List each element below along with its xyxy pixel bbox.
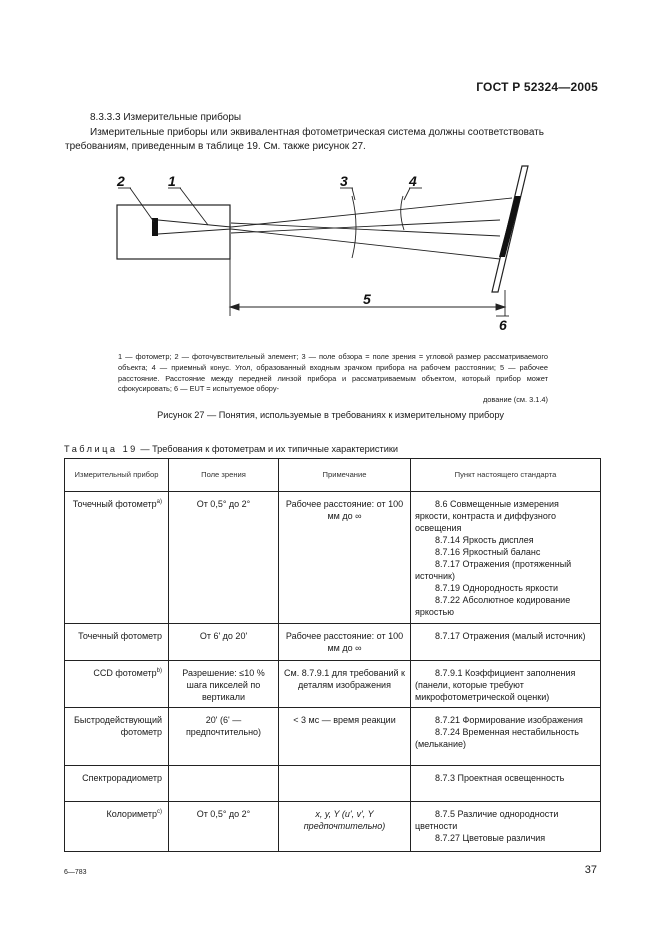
table-row: [65, 492, 601, 624]
clause-item: 8.7.14 Яркость дисплея: [435, 535, 534, 545]
header-clause: Пункт настоящего стандарта: [411, 459, 601, 492]
note-cell: [279, 766, 411, 802]
leader-lines: [118, 188, 509, 316]
legend-text: 1 — фотометр; 2 — фоточувствительный элемент; 3 — поле обзора = поле зрения = угловой размер рассматриваемого объекта; 4 — приемный конус. Угол, образованный входным зрачком прибора на рабочем расстоянии; 5 — рабочее расстояние. Расстояние между передней линзой прибора и рассматриваемым объектом, который прибор может сфокусировать; 6 — EUT = испытуемое обору-: [118, 352, 548, 394]
eut-panel: [492, 166, 528, 292]
clause-cell: [411, 766, 601, 802]
clause-item: 8.7.5 Различие однородности цветности: [415, 809, 559, 831]
section-title: 8.3.3.3 Измерительные приборы: [90, 112, 242, 123]
label-4: 4: [409, 173, 417, 189]
footnote-ref: a): [156, 499, 162, 505]
note-cell: См. 8.7.9.1 для требований к деталям изображения: [279, 661, 411, 708]
instrument-name: Точечный фотометр: [78, 631, 162, 641]
photometer-body: [117, 205, 230, 259]
clause-cell: [411, 492, 601, 624]
instrument-name: Быстродействующий фотометр: [73, 715, 162, 737]
table-caption-text: — Требования к фотометрам и их типичные характеристики: [137, 444, 398, 454]
header-instrument: Измерительный прибор: [65, 459, 169, 492]
table-caption: [64, 444, 398, 454]
label-6: 6: [499, 317, 507, 333]
clause-cell: [411, 802, 601, 852]
note-cell: Рабочее расстояние: от 100 мм до ∞: [279, 624, 411, 661]
clause-item: 8.7.22 Абсолютное кодирование яркостью: [415, 595, 571, 617]
field-cell: От 6' до 20': [169, 624, 279, 661]
instrument-cell: [65, 708, 169, 766]
note-cell: x, y, Y (u', v', Y предпочтительно): [279, 802, 411, 852]
clause-item: 8.7.24 Временная нестабильность (мелькание): [415, 727, 579, 749]
section-paragraph: Измерительные приборы или эквивалентная фотометрическая система должны соответствовать требованиям, приведенным в таблице 19. См. также рисунок 27.: [65, 127, 544, 152]
table-row: [65, 766, 601, 802]
figure-legend: [118, 352, 548, 406]
clause-item: 8.7.17 Отражения (малый источник): [435, 631, 586, 641]
figure-27-diagram: [0, 165, 661, 340]
instrument-cell: [65, 492, 169, 624]
field-cell: От 0,5° до 2°: [169, 492, 279, 624]
clause-item: 8.7.27 Цветовые различия: [435, 833, 546, 843]
legend-text-end: дование (см. 3.1.4): [483, 395, 548, 405]
instrument-name: Колориметр: [106, 809, 157, 819]
table-row: [65, 802, 601, 852]
clause-cell: [411, 624, 601, 661]
label-1: 1: [168, 173, 176, 189]
print-code: 6—783: [64, 869, 87, 876]
instrument-cell: [65, 766, 169, 802]
clause-item: 8.7.21 Формирование изображения: [435, 715, 583, 725]
label-2: 2: [117, 173, 125, 189]
instrument-cell: [65, 661, 169, 708]
requirements-table: [64, 458, 601, 852]
field-cell: 20' (6' — предпочтительно): [169, 708, 279, 766]
instrument-cell: [65, 624, 169, 661]
clause-item: 8.7.19 Однородность яркости: [435, 583, 558, 593]
clause-item: 8.7.17 Отражения (протяженный источник): [415, 559, 572, 581]
clause-cell: [411, 708, 601, 766]
page-number: 37: [584, 864, 597, 876]
standard-number: ГОСТ Р 52324—2005: [476, 80, 598, 94]
clause-item: 8.6 Совмещенные измерения яркости, контраста и диффузного освещения: [415, 499, 559, 533]
instrument-cell: [65, 802, 169, 852]
clause-item: 8.7.9.1 Коэффициент заполнения (панели, которые требуют микрофотометрической оценки): [415, 668, 576, 702]
table-header-row: [65, 459, 601, 492]
instrument-name: Точечный фотометр: [72, 499, 157, 509]
instrument-name: Спектрорадиометр: [82, 773, 162, 783]
working-distance-dimension: [230, 259, 505, 316]
field-cell: Разрешение: ≤10 % шага пикселей по вертикали: [169, 661, 279, 708]
table-row: [65, 661, 601, 708]
clause-item: 8.7.16 Яркостный баланс: [435, 547, 541, 557]
note-cell: Рабочее расстояние: от 100 мм до ∞: [279, 492, 411, 624]
header-note: Примечание: [279, 459, 411, 492]
footnote-ref: c): [157, 809, 162, 815]
instrument-name: CCD фотометр: [93, 668, 157, 678]
header-field-of-view: Поле зрения: [169, 459, 279, 492]
field-cell: [169, 766, 279, 802]
table-row: [65, 624, 601, 661]
figure-caption: Рисунок 27 — Понятия, используемые в требованиях к измерительному прибору: [157, 410, 504, 420]
table-caption-prefix: Таблица 19: [64, 444, 138, 454]
footnote-ref: b): [156, 668, 162, 674]
note-cell: < 3 мс — время реакции: [279, 708, 411, 766]
label-3: 3: [340, 173, 348, 189]
table-row: [65, 708, 601, 766]
field-cell: От 0,5° до 2°: [169, 802, 279, 852]
clause-item: 8.7.3 Проектная освещенность: [435, 773, 565, 783]
label-5: 5: [363, 291, 371, 307]
clause-cell: [411, 661, 601, 708]
